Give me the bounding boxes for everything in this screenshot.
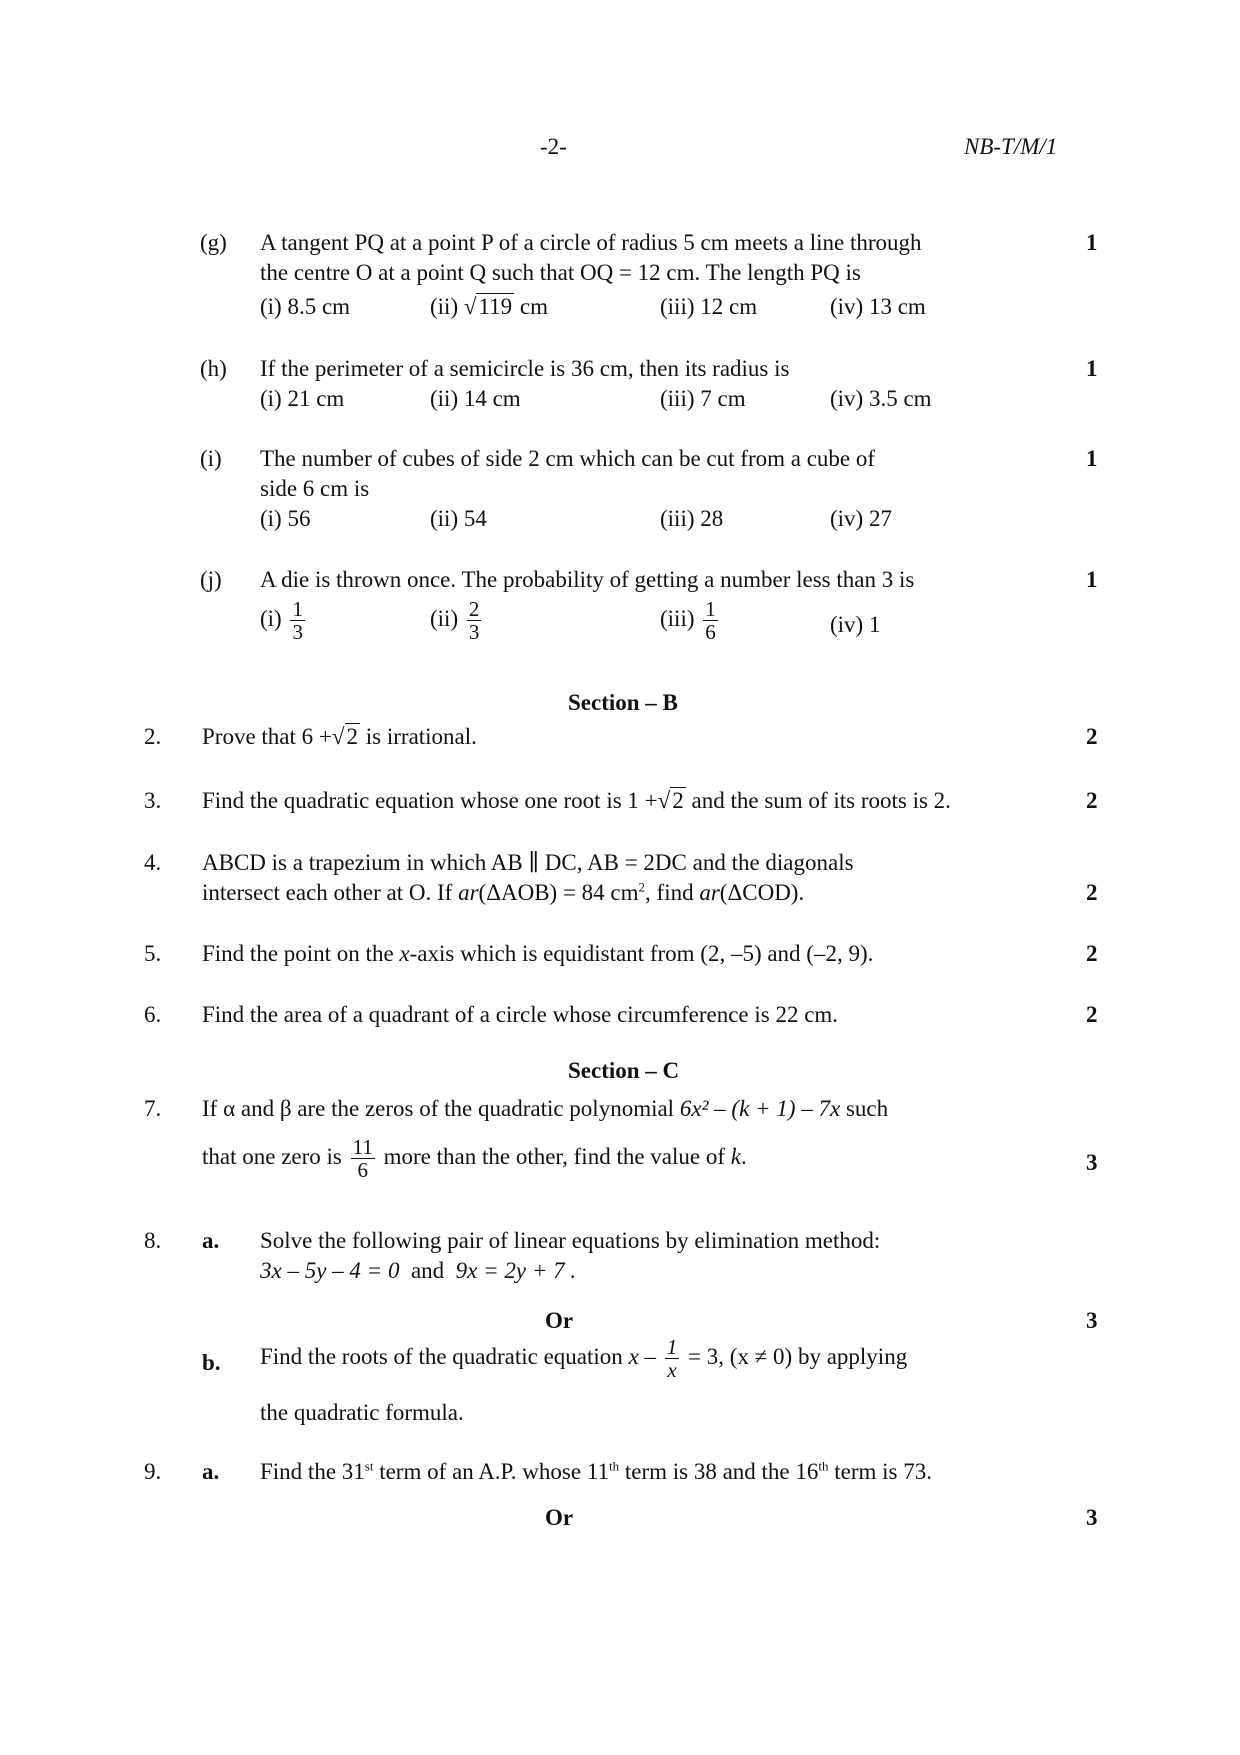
marks: 1 xyxy=(1086,356,1098,381)
denominator: 3 xyxy=(468,620,480,645)
marks: 1 xyxy=(1086,567,1098,592)
text-segment: If α and β are the zeros of the quadratic polynomial xyxy=(202,1096,675,1121)
option-4: (iv) 1 xyxy=(830,612,881,637)
marks: 1 xyxy=(1086,230,1098,255)
question-text: the quadratic formula. xyxy=(260,1400,464,1425)
fraction xyxy=(665,1336,680,1381)
text-segment: . xyxy=(740,1143,747,1169)
text-segment: such xyxy=(845,1096,889,1121)
sqrt-expression: √2 xyxy=(331,724,359,749)
option-1 xyxy=(260,598,308,643)
or-separator: Or xyxy=(545,1308,574,1333)
option-prefix: (i) xyxy=(260,605,282,631)
option-1: (i) 21 cm xyxy=(260,386,345,411)
denominator: 3 xyxy=(292,620,303,645)
marks: 2 xyxy=(1086,880,1098,905)
text-segment: Find the roots of the quadratic equation xyxy=(260,1343,623,1369)
part-label: a. xyxy=(202,1228,220,1253)
question-number: 4. xyxy=(144,850,162,875)
question-text: the centre O at a point Q such that OQ = 12 cm. The length PQ is xyxy=(260,260,861,285)
option-prefix: (iii) xyxy=(660,605,695,631)
math-expression: 9x = 2y + 7 . xyxy=(455,1258,577,1283)
superscript: th xyxy=(818,1458,829,1474)
math-expression: 3x – 5y – 4 = 0 xyxy=(260,1258,400,1283)
question-label: (h) xyxy=(200,356,227,381)
option-3: (iii) 28 xyxy=(660,506,724,531)
page-number: -2- xyxy=(540,134,567,159)
fraction xyxy=(351,1136,375,1181)
part-label: b. xyxy=(202,1350,221,1375)
option-2 xyxy=(430,294,548,320)
numerator: 2 xyxy=(468,597,480,621)
question-text xyxy=(202,1136,747,1181)
text-segment: -axis which is equidistant from (2, –5) and (–2, 9). xyxy=(409,941,874,966)
question-text xyxy=(202,788,951,814)
superscript: st xyxy=(364,1458,374,1474)
math-expression: 6 + xyxy=(301,724,332,749)
text-segment: (ΔCOD). xyxy=(719,880,805,905)
option-4: (iv) 13 cm xyxy=(830,294,926,319)
numerator: 1 xyxy=(705,597,716,621)
option-1: (i) 56 xyxy=(260,506,311,531)
text-segment: intersect each other at O. If xyxy=(202,880,453,905)
question-text xyxy=(202,1096,888,1122)
text-segment: , find xyxy=(645,880,694,905)
question-number: 3. xyxy=(144,788,162,813)
question-text: A tangent PQ at a point P of a circle of radius 5 cm meets a line through xyxy=(260,230,922,255)
question-text xyxy=(202,880,804,906)
question-text: ABCD is a trapezium in which AB ∥ DC, AB = 2DC and the diagonals xyxy=(202,850,854,875)
marks: 1 xyxy=(1086,446,1098,471)
question-text: Solve the following pair of linear equations by elimination method: xyxy=(260,1228,881,1253)
option-2: (ii) 14 cm xyxy=(430,386,521,411)
marks: 2 xyxy=(1086,788,1098,813)
question-label: (g) xyxy=(200,230,227,255)
question-text: Find the area of a quadrant of a circle whose circumference is 22 cm. xyxy=(202,1002,839,1027)
equation-line xyxy=(260,1258,576,1284)
radicand: 119 xyxy=(478,294,513,319)
option-3: (iii) 7 cm xyxy=(660,386,746,411)
or-separator: Or xyxy=(545,1505,574,1530)
sqrt-expression: √2 xyxy=(657,788,684,813)
marks: 2 xyxy=(1086,1002,1098,1027)
marks: 3 xyxy=(1086,1150,1098,1175)
math-variable: k xyxy=(730,1143,741,1169)
question-label: (j) xyxy=(200,567,222,592)
text-segment: by applying xyxy=(797,1343,908,1369)
text-segment: Find the point on the xyxy=(202,941,394,966)
option-2 xyxy=(430,598,484,643)
text-segment: Find the quadratic equation whose one root is xyxy=(202,788,622,813)
question-text xyxy=(260,1336,907,1381)
text-segment: Prove that xyxy=(202,724,296,749)
radicand: 2 xyxy=(346,724,359,749)
radicand: 2 xyxy=(672,788,684,813)
text-segment: ar xyxy=(458,880,479,905)
text-segment: term of an A.P. whose 11 xyxy=(379,1459,609,1484)
option-4: (iv) 27 xyxy=(830,506,892,531)
question-text: If the perimeter of a semicircle is 36 cm, then its radius is xyxy=(260,356,790,381)
math-expression: = 3, (x ≠ 0) xyxy=(688,1343,793,1369)
question-label: (i) xyxy=(200,446,222,471)
option-prefix: (ii) xyxy=(430,294,459,319)
section-heading: Section – B xyxy=(568,690,678,715)
text-segment: is irrational. xyxy=(365,724,477,749)
option-3: (iii) 12 cm xyxy=(660,294,758,319)
marks: 3 xyxy=(1086,1505,1098,1530)
question-number: 2. xyxy=(144,724,162,749)
question-text xyxy=(202,941,873,967)
fraction xyxy=(467,598,482,643)
numerator: 11 xyxy=(352,1135,373,1159)
option-unit: cm xyxy=(519,294,548,319)
denominator: x xyxy=(667,1358,677,1383)
text-segment: more than the other, find the value of xyxy=(383,1143,726,1169)
question-number: 8. xyxy=(144,1228,162,1253)
text-segment: and the sum of its roots is 2. xyxy=(691,788,951,813)
question-text: A die is thrown once. The probability of getting a number less than 3 is xyxy=(260,567,915,592)
option-4: (iv) 3.5 cm xyxy=(830,386,932,411)
question-text: The number of cubes of side 2 cm which can be cut from a cube of xyxy=(260,446,876,471)
fraction xyxy=(703,598,718,643)
math-expression: 1 + xyxy=(627,788,658,813)
text-segment: Find the 31 xyxy=(260,1459,365,1484)
text-segment: term is 73. xyxy=(834,1459,933,1484)
superscript: 2 xyxy=(638,879,646,895)
option-prefix: (ii) xyxy=(430,605,459,631)
option-3 xyxy=(660,598,721,643)
text-segment: term is 38 and the 16 xyxy=(624,1459,819,1484)
section-heading: Section – C xyxy=(568,1058,680,1083)
option-1: (i) 8.5 cm xyxy=(260,294,351,319)
denominator: 6 xyxy=(357,1158,368,1183)
text-segment: that one zero is xyxy=(202,1143,342,1169)
superscript: th xyxy=(608,1458,620,1474)
text-segment: ar xyxy=(699,880,720,905)
question-number: 7. xyxy=(144,1096,162,1121)
denominator: 6 xyxy=(705,620,716,645)
math-variable: x xyxy=(399,941,410,966)
option-2: (ii) 54 xyxy=(430,506,487,531)
numerator: 1 xyxy=(666,1335,678,1359)
marks: 2 xyxy=(1086,724,1098,749)
question-text xyxy=(260,1459,932,1485)
sqrt-expression: √119 xyxy=(463,294,513,319)
math-expression: 6x² – (k + 1) – 7x xyxy=(679,1096,841,1121)
question-number: 5. xyxy=(144,941,162,966)
question-number: 9. xyxy=(144,1459,162,1484)
question-number: 6. xyxy=(144,1002,162,1027)
marks: 3 xyxy=(1086,1308,1098,1333)
question-text: side 6 cm is xyxy=(260,476,370,501)
paper-code: NB-T/M/1 xyxy=(964,134,1058,159)
part-label: a. xyxy=(202,1459,220,1484)
fraction xyxy=(290,598,305,643)
numerator: 1 xyxy=(292,597,303,621)
text-segment: (ΔAOB) = 84 cm xyxy=(478,880,639,905)
math-expression: x – xyxy=(628,1343,657,1369)
text-segment: and xyxy=(410,1258,445,1283)
question-text xyxy=(202,724,477,750)
marks: 2 xyxy=(1086,941,1098,966)
